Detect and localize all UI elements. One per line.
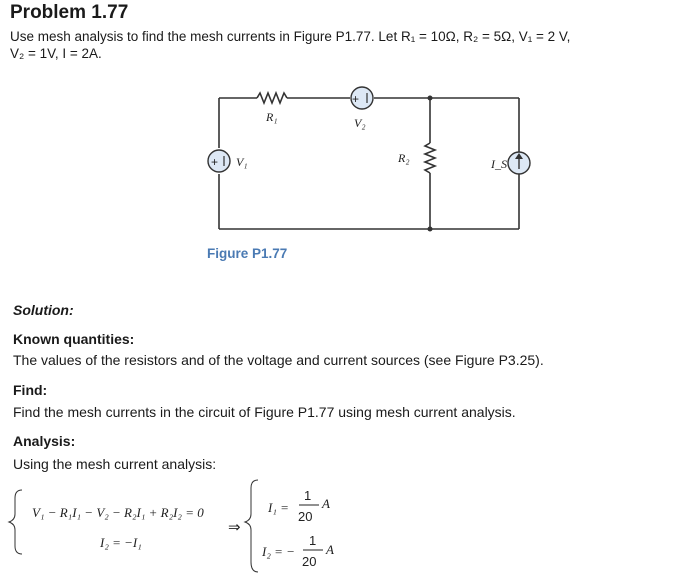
v2-plus-sign: + [352,92,360,106]
label-v2: V₂ [354,116,366,130]
statement-line-1: Use mesh analysis to find the mesh currents in Figure P1.77. Let R₁ = 10Ω, R₂ = 5Ω, V₁ = 2 V, [10,29,571,44]
solution-2-lhs: I₂ = − [262,544,295,559]
v1-plus-sign: + [211,155,219,169]
known-heading: Known quantities: [13,331,135,347]
known-text: The values of the resistors and of the voltage and current sources (see Figure P3.25). [13,352,544,368]
label-v1: V₁ [236,155,248,169]
solution-2-unit: A [326,542,334,557]
node-top [428,96,433,101]
equations-block [0,470,700,584]
resistor-r1 [257,93,287,103]
equation-1: V₁ − R₁I₁ − V₂ − R₂I₁ + R₂I₂ = 0 [32,505,204,520]
analysis-heading: Analysis: [13,433,76,449]
solution-1-denominator: 20 [298,509,313,524]
node-bottom [428,227,433,232]
resistor-r2 [425,143,435,173]
solution-2-numerator: 1 [309,533,317,548]
left-brace [9,490,22,554]
analysis-text: Using the mesh current analysis: [13,456,217,472]
problem-title: Problem 1.77 [10,2,129,23]
find-text: Find the mesh currents in the circuit of Figure P1.77 using mesh current analysis. [13,404,516,420]
statement-line-2: V₂ = 1V, I = 2A. [10,46,102,61]
label-r1: R₁ [266,110,278,124]
figure-caption: Figure P1.77 [207,246,288,261]
label-r2: R₂ [398,151,410,165]
label-is: I_S [491,157,507,171]
solution-heading: Solution: [13,302,74,318]
solution-1-lhs: I₁ = [268,500,289,515]
equation-2: I₂ = −I₁ [100,535,142,550]
find-heading: Find: [13,382,48,398]
solution-1-unit: A [322,496,330,511]
solution-2-denominator: 20 [302,554,317,569]
right-brace [245,480,258,572]
implies-arrow: ⇒ [228,519,241,536]
solution-1-numerator: 1 [304,488,312,503]
